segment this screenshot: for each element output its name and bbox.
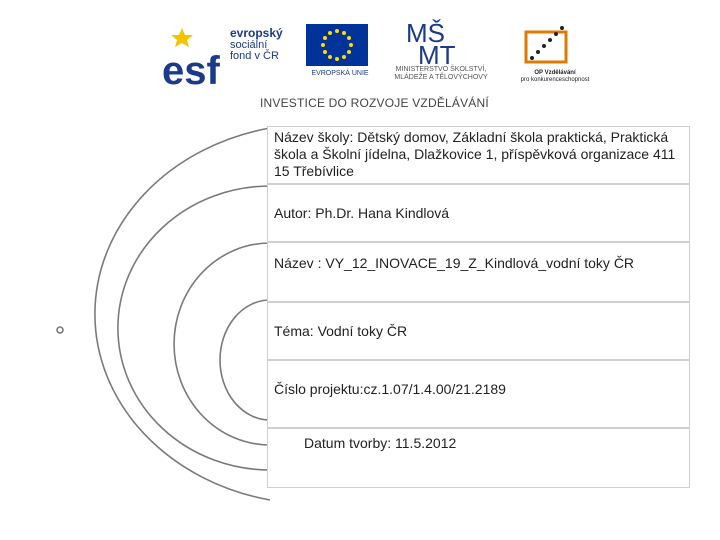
date-text: Datum tvorby: 11.5.2012 — [304, 435, 457, 451]
row-project — [267, 360, 690, 428]
msmt-caption-line-1: MINISTERSTVO ŠKOLSTVÍ, — [395, 66, 487, 73]
investice-tagline: INVESTICE DO ROZVOJE VZDĚLÁVÁNÍ — [260, 96, 489, 110]
esf-line-1: evropský — [230, 26, 283, 40]
topic-text: Téma: Vodní toky ČR — [274, 323, 408, 339]
row-date — [267, 428, 690, 488]
esf-line-2: sociální — [230, 39, 268, 51]
msmt-caption-line-2: MLÁDEŽE A TĚLOVÝCHOVY — [394, 74, 488, 81]
title-text: Název : VY_12_INOVACE_19_Z_Kindlová_vodní toky ČR — [274, 255, 635, 271]
row-title — [267, 242, 690, 302]
school-name-text: Název školy: Dětský domov, Základní škola praktická, Praktická škola a Školní jídelna, Dlažkovice 1, příspěvková organizace 411 15 Třebívlice — [274, 129, 676, 179]
row-author — [267, 184, 690, 242]
svg-text:esf: esf — [162, 49, 220, 88]
svg-text:MT: MT — [418, 40, 456, 66]
op-caption-line-2: pro konkurenceschopnost — [520, 77, 590, 83]
eu-caption: EVROPSKÁ UNIE — [311, 70, 369, 77]
project-number-text: Číslo projektu:cz.1.07/1.4.00/21.2189 — [274, 381, 506, 397]
row-topic — [267, 302, 690, 360]
op-caption-line-1: OP Vzdělávání — [534, 70, 576, 76]
esf-line-3: fond v ČR — [230, 50, 279, 62]
svg-text:MŠ: MŠ — [406, 18, 445, 48]
author-text: Autor: Ph.Dr. Hana Kindlová — [274, 205, 450, 221]
row-school — [267, 126, 690, 184]
